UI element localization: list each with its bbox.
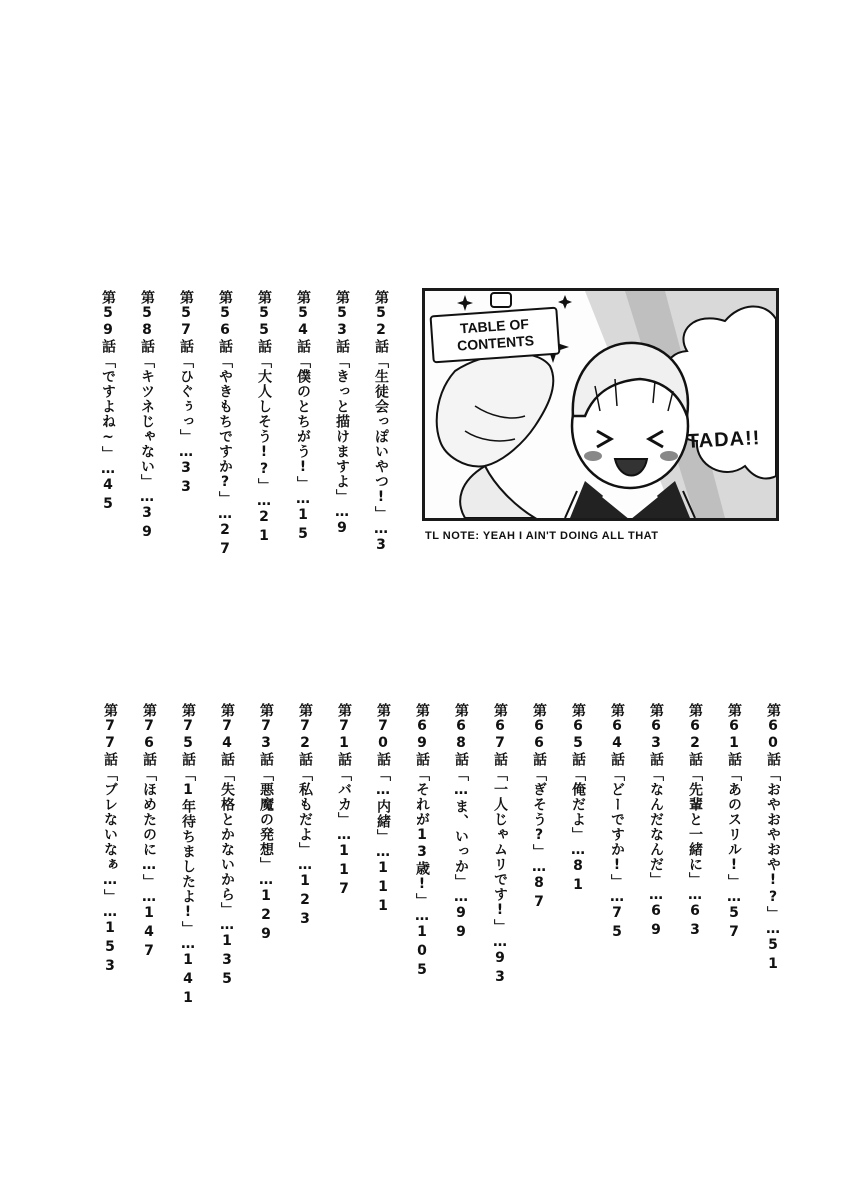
sign-line-1: TABLE OF	[459, 315, 530, 337]
toc-entry	[606, 703, 628, 943]
toc-entry	[216, 703, 238, 990]
page-number: 129	[258, 888, 274, 945]
page-leader: …	[178, 444, 194, 460]
page-number: 141	[180, 952, 196, 1009]
toc-entry	[294, 703, 316, 930]
toc-entry	[723, 703, 745, 943]
chapter-number: 第61話	[726, 703, 742, 767]
page-leader: …	[141, 889, 157, 905]
toc-entry	[253, 290, 275, 547]
toc-entry	[99, 703, 121, 977]
chapter-number: 第73話	[258, 703, 274, 767]
chapter-number: 第59話	[100, 290, 116, 354]
chapter-number: 第74話	[219, 703, 235, 767]
page-leader: …	[375, 844, 391, 860]
page-number: 87	[531, 875, 547, 913]
page-number: 3	[373, 537, 389, 556]
toc-entry	[372, 703, 394, 917]
toc-entry	[292, 290, 314, 545]
page-leader: …	[217, 506, 233, 522]
page-leader: …	[256, 493, 272, 509]
chapter-title: 「ほめたのに…」	[141, 767, 157, 889]
chapter-title: 「…内緒」	[375, 767, 391, 844]
chapter-number: 第54話	[295, 290, 311, 354]
chapter-number: 第65話	[570, 703, 586, 767]
sign-line-2: CONTENTS	[456, 332, 535, 354]
toc-entry	[136, 290, 158, 543]
chapter-number: 第76話	[141, 703, 157, 767]
chapter-title: 「失格とかないから」	[219, 767, 235, 917]
chapter-number: 第69話	[414, 703, 430, 767]
page-leader: …	[373, 521, 389, 537]
page-number: 33	[178, 460, 194, 498]
page-number: 117	[336, 843, 352, 900]
chapter-number: 第57話	[178, 290, 194, 354]
page-number: 21	[256, 509, 272, 547]
page-number: 63	[687, 903, 703, 941]
page-number: 81	[570, 858, 586, 896]
page-number: 15	[295, 507, 311, 545]
toc-entry	[175, 290, 197, 498]
chapter-number: 第66話	[531, 703, 547, 767]
chapter-number: 第75話	[180, 703, 196, 767]
page-leader: …	[102, 904, 118, 920]
page-number: 39	[139, 505, 155, 543]
chapter-title: 「なんだなんだ」	[648, 767, 664, 887]
page-number: 93	[492, 950, 508, 988]
toc-entry	[489, 703, 511, 988]
chapter-title: 「ですよね~」	[100, 354, 116, 461]
page-number: 57	[726, 905, 742, 943]
chapter-title: 「きっと描けますよ」	[334, 354, 350, 504]
chapter-number: 第60話	[765, 703, 781, 767]
translator-note: TL NOTE: YEAH I AIN'T DOING ALL THAT	[425, 530, 659, 542]
table-of-contents-sign	[429, 307, 560, 364]
page-leader: …	[687, 887, 703, 903]
page-leader: …	[609, 889, 625, 905]
toc-entry	[567, 703, 589, 896]
toc-entry	[411, 703, 433, 981]
toc-entry	[645, 703, 667, 941]
chapter-number: 第63話	[648, 703, 664, 767]
page-leader: …	[180, 936, 196, 952]
toc-entry	[177, 703, 199, 1009]
page-number: 111	[375, 860, 391, 917]
chapter-number: 第52話	[373, 290, 389, 354]
page-leader: …	[100, 461, 116, 477]
page-number: 135	[219, 933, 235, 990]
toc-entry	[97, 290, 119, 515]
chapter-title: 「一人じゃムリです!」	[492, 767, 508, 934]
toc-entry	[255, 703, 277, 945]
chapter-title: 「生徒会っぽいやつ!」	[373, 354, 389, 521]
page-leader: …	[414, 908, 430, 924]
page-leader: …	[648, 887, 664, 903]
page-number: 27	[217, 522, 233, 560]
chapter-title: 「私もだよ」	[297, 767, 313, 857]
page-number: 147	[141, 905, 157, 962]
page-leader: …	[219, 917, 235, 933]
page-leader: …	[336, 827, 352, 843]
toc-entry	[333, 703, 355, 900]
page-number: 69	[648, 903, 664, 941]
chapter-number: 第62話	[687, 703, 703, 767]
chapter-number: 第72話	[297, 703, 313, 767]
page-leader: …	[334, 504, 350, 520]
toc-entry	[331, 290, 353, 539]
chapter-number: 第53話	[334, 290, 350, 354]
page-leader: …	[453, 889, 469, 905]
chapter-title: 「やきもちですか?」	[217, 354, 233, 506]
page-leader: …	[765, 921, 781, 937]
chapter-title: 「バカ」	[336, 767, 352, 827]
chapter-title: 「…ま、いっか」	[453, 767, 469, 889]
chapter-number: 第58話	[139, 290, 155, 354]
chapter-title: 「僕のとちがう!」	[295, 354, 311, 491]
chapter-number: 第56話	[217, 290, 233, 354]
page-leader: …	[726, 889, 742, 905]
chapter-title: 「1年待ちましたよ!」	[180, 767, 196, 936]
chapter-title: 「悪魔の発想」	[258, 767, 274, 872]
chapter-title: 「どーですか!」	[609, 767, 625, 889]
chapter-title: 「ひぐぅっ」	[178, 354, 194, 444]
page-number: 9	[334, 520, 350, 539]
page-number: 153	[102, 920, 118, 977]
chapter-title: 「それが13歳!」	[414, 767, 430, 908]
page-number: 51	[765, 937, 781, 975]
toc-entry	[684, 703, 706, 941]
tada-exclamation: TADA!!	[686, 427, 761, 453]
chapter-title: 「おやおやおや!?」	[765, 767, 781, 921]
page-leader: …	[492, 934, 508, 950]
page-leader: …	[570, 842, 586, 858]
page-number: 75	[609, 905, 625, 943]
toc-entry	[214, 290, 236, 560]
chapter-number: 第71話	[336, 703, 352, 767]
toc-entry	[528, 703, 550, 913]
chapter-title: 「ぎそう?」	[531, 767, 547, 859]
chapter-title: 「大人しそう!?」	[256, 354, 272, 493]
toc-entry	[762, 703, 784, 975]
chapter-number: 第55話	[256, 290, 272, 354]
chapter-title: 「キツネじゃない」	[139, 354, 155, 489]
page-leader: …	[258, 872, 274, 888]
page-leader: …	[531, 859, 547, 875]
chapter-number: 第70話	[375, 703, 391, 767]
chapter-number: 第67話	[492, 703, 508, 767]
chapter-title: 「ブレないなぁ…」	[102, 767, 118, 904]
chapter-title: 「俺だよ」	[570, 767, 586, 842]
illustration-panel	[422, 288, 779, 521]
page-number: 99	[453, 905, 469, 943]
page-number: 123	[297, 873, 313, 930]
chapter-number: 第77話	[102, 703, 118, 767]
page-number: 45	[100, 477, 116, 515]
toc-entry	[450, 703, 472, 943]
chapter-number: 第64話	[609, 703, 625, 767]
chapter-title: 「先輩と一緒に」	[687, 767, 703, 887]
toc-entry	[370, 290, 392, 556]
chapter-number: 第68話	[453, 703, 469, 767]
page-leader: …	[295, 491, 311, 507]
chapter-title: 「あのスリル!」	[726, 767, 742, 889]
page-leader: …	[297, 857, 313, 873]
page-leader: …	[139, 489, 155, 505]
page-number: 105	[414, 924, 430, 981]
toc-entry	[138, 703, 160, 962]
